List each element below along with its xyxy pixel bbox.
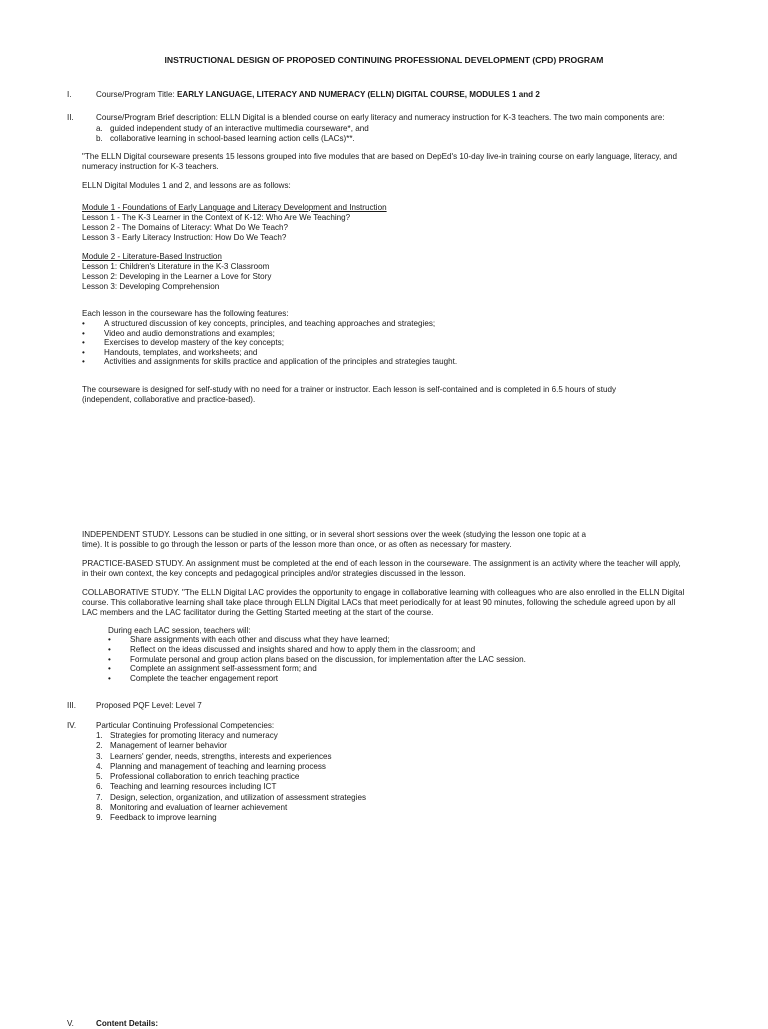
independent-study-paragraph: INDEPENDENT STUDY. Lessons can be studied in one sitting, or in several short sessions over the week (studying the lesson one topic at a time). It is possible to go through the lesson or parts of the lesson more than once, or as often as necessary for mastery. — [82, 530, 587, 549]
module-1-block — [82, 203, 387, 243]
lesson-item: Lesson 1 - The K-3 Learner in the Context of K-12: Who Are We Teaching? — [82, 213, 351, 222]
course-title-value: EARLY LANGUAGE, LITERACY AND NUMERACY (ELLN) DIGITAL COURSE, MODULES 1 and 2 — [176, 90, 540, 99]
section-4-number: IV. — [67, 721, 77, 730]
pqf-level: Proposed PQF Level: Level 7 — [96, 701, 202, 710]
collaborative-study-paragraph: COLLABORATIVE STUDY. "The ELLN Digital LAC provides the opportunity to engage in collaborative learning with colleagues who are also enrolled in the ELLN Digital course. This collaborative learning shall take place through ELLN Digital LACs that meet periodically for at least 90 minutes, following the schedule agreed upon by all LAC members and the LAC facilitator during the Getting Started meeting at the start of the course. — [82, 588, 685, 617]
lesson-item: Lesson 2: Developing in the Learner a Love for Story — [82, 272, 272, 281]
content-details-heading: Content Details: — [96, 1019, 159, 1028]
lac-intro: During each LAC session, teachers will: — [108, 626, 251, 635]
module-2-block — [82, 252, 271, 292]
course-description: Course/Program Brief description: ELLN Digital is a blended course on early literacy and numeracy instruction for K-3 teachers. The two main components are: — [96, 113, 665, 122]
features-intro: Each lesson in the courseware has the following features: — [82, 309, 289, 318]
courseware-quote: "The ELLN Digital courseware presents 15 lessons grouped into five modules that are based on DepEd's 10-day live-in training course on early language, literacy, and numeracy instruction for K-3 teachers. — [82, 152, 678, 171]
section-2-number: II. — [67, 113, 74, 122]
lesson-item: Lesson 3 - Early Literacy Instruction: How Do We Teach? — [82, 233, 287, 242]
section-5-number: V. — [67, 1019, 74, 1028]
competencies-intro: Particular Continuing Professional Competencies: — [96, 721, 275, 730]
modules-intro: ELLN Digital Modules 1 and 2, and lessons are as follows: — [82, 181, 291, 190]
module-2-title: Module 2 - Literature-Based Instruction — [82, 252, 222, 261]
lesson-item: Lesson 2 - The Domains of Literacy: What Do We Teach? — [82, 223, 289, 232]
self-study-paragraph: The courseware is designed for self-study with no need for a trainer or instructor. Each lesson is self-contained and is completed in 6.5 hours of study (independent, collaborative and practice-based). — [82, 385, 617, 404]
document-title: INSTRUCTIONAL DESIGN OF PROPOSED CONTINUING PROFESSIONAL DEVELOPMENT (CPD) PROGRAM — [164, 55, 604, 65]
lesson-item: Lesson 3: Developing Comprehension — [82, 282, 220, 291]
lesson-item: Lesson 1: Children's Literature in the K-3 Classroom — [82, 262, 270, 271]
course-title-line — [96, 90, 540, 100]
section-1-number: I. — [67, 90, 72, 99]
course-title-label: Course/Program Title: — [96, 90, 177, 99]
practice-study-paragraph: PRACTICE-BASED STUDY. An assignment must be completed at the end of each lesson in the courseware. The assignment is an activity where the teacher will apply, in their own context, the key concepts and pedagogical principles and/or strategies discussed in the lesson. — [82, 559, 681, 578]
section-3-number: III. — [67, 701, 76, 710]
document-page: INSTRUCTIONAL DESIGN OF PROPOSED CONTINUING PROFESSIONAL DEVELOPMENT (CPD) PROGRAM I. Course/Program Title: EARLY LANGUAGE, LITERACY AND NUMERACY (ELLN) DIGITAL COURSE, MODULES 1 and 2 II. Course/Program Brief description: ELLN Digital is a blended course on early literacy and numeracy instruction for K-3 teachers. The two main components are: a. guided independent study of an interactive multimedia courseware*, and b. collaborative learning in school-based learning action cells (LACs)**. "The ELLN Digital courseware presents 15 lessons grouped into five modules that are based on DepEd's 10-day live-in training course on early language, literacy, and numeracy instruction for K-3 teachers. ELLN Digital Modules 1 and 2, and lessons are as follows: Module 1 - Foundations of Early Language and Literacy Development and Instruction Lesson 1 - The K-3 Learner in the Context of K-12: Who Are We Teaching? Lesson 2 - The Domains of Literacy: What Do We Teach? Lesson 3 - Early Literacy Instruction: How Do We Teach? Module 2 - Literature-Based Instruction Lesson 1: Children's Literature in the K-3 Classroom Lesson 2: Developing in the Learner a Love for Story Lesson 3: Developing Comprehension Each lesson in the courseware has the following features: • A structured discussion of key concepts, principles, and teaching approaches and strategies; • Video and audio demonstrations and examples; • Exercises to develop mastery of the key concepts; • Handouts, templates, and worksheets; and • Activities and assignments for skills practice and application of the principles and strategies taught. The courseware is designed for self-study with no need for a trainer or instructor. Each lesson is self-contained and is completed in 6.5 hours of study (independent, collaborative and practice-based). INDEPENDENT STUDY. Lessons can be studied in one sitting, or in several short sessions over the week (studying the lesson one topic at a time). It is possible to go through the lesson or parts of the lesson more than once, or as often as necessary for mastery. PRACTICE-BASED STUDY. An assignment must be completed at the end of each lesson in the courseware. The assignment is an activity where the teacher will apply, in their own context, the key concepts and pedagogical principles and/or strategies discussed in the lesson. COLLABORATIVE STUDY. "The ELLN Digital LAC provides the opportunity to engage in collaborative learning with colleagues who are also enrolled in the ELLN Digital course. This collaborative learning shall take place through ELLN Digital LACs that meet periodically for at least 90 minutes, following the schedule agreed upon by all LAC members and the LAC facilitator during the Getting Started meeting at the start of the course. During each LAC session, teachers will: • Share assignments with each other and discuss what they have learned; • Reflect on the ideas discussed and insights shared and how to apply them in the classroom; and • Formulate personal and group action plans based on the discussion, for implementation after the LAC session. • Complete an assignment self-assessment form; and • Complete the teacher engagement report III. Proposed PQF Level: Level 7 IV. Particular Continuing Professional Competencies: 1. Strategies for promoting literacy and numeracy 2. Management of learner behavior 3. Learners' gender, needs, strengths, interests and experiences 4. Planning and management of teaching and learning process 5. Professional collaboration to enrich teaching practice 6. Teaching and learning resources including ICT 7. Design, selection, organization, and utilization of assessment strategies 8. Monitoring and evaluation of learner achievement 9. Feedback to improve learning V. Content Details: — [0, 0, 768, 1024]
module-1-title: Module 1 - Foundations of Early Language and Literacy Development and Instruction — [82, 203, 387, 212]
